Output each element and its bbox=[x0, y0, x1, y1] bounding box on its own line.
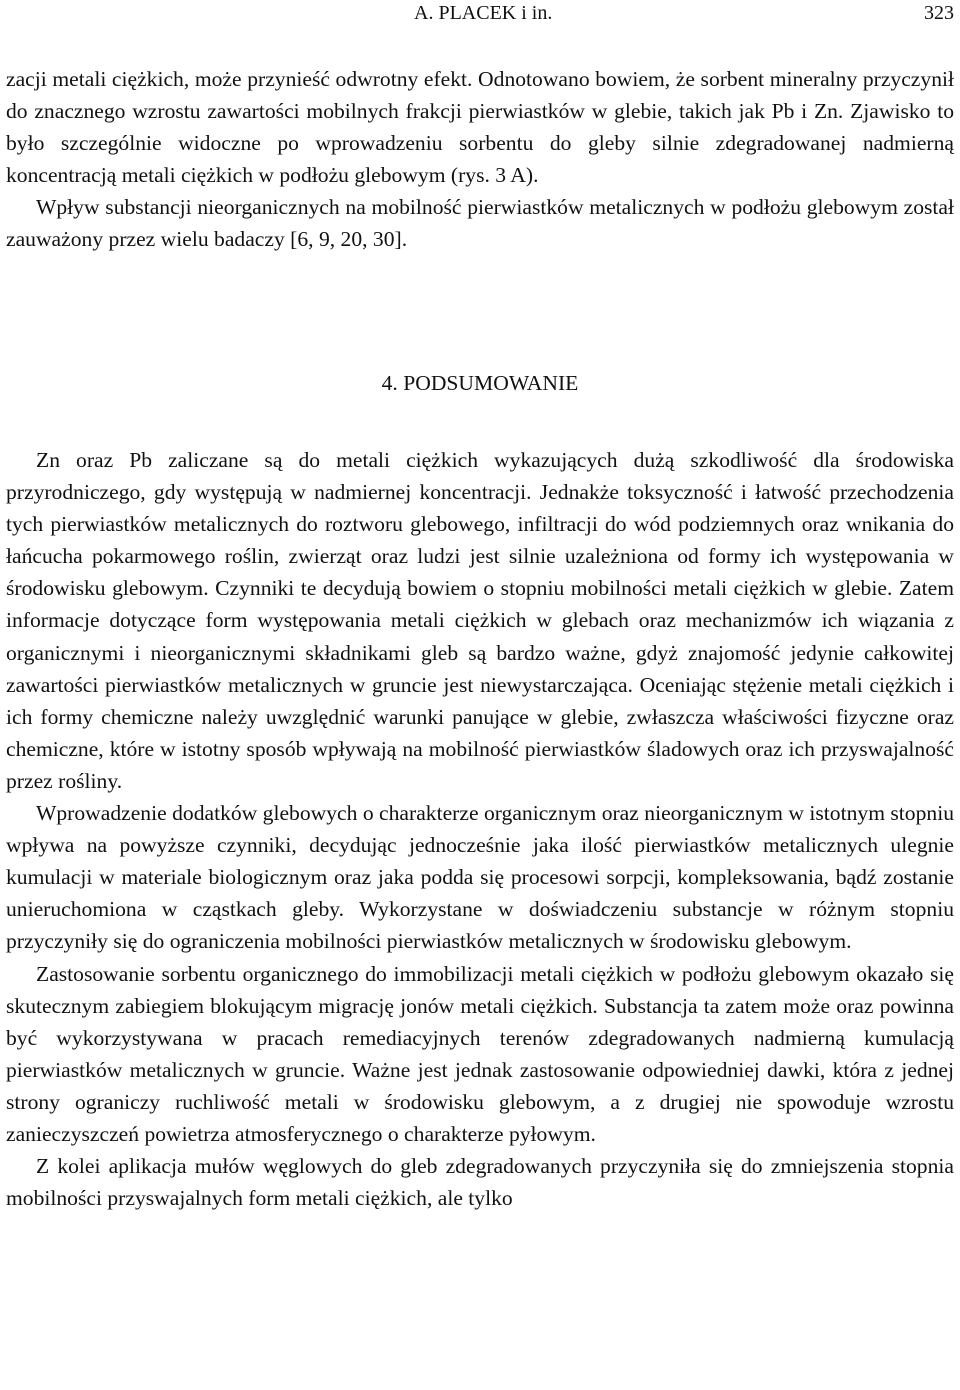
section-heading-summary: 4. PODSUMOWANIE bbox=[381, 371, 579, 395]
page-number: 323 bbox=[924, 2, 954, 24]
body-paragraph: Wpływ substancji nieorganicznych na mobilność pierwiastków metalicznych w podłożu glebowym został zauważony przez wielu badaczy [6, 9, 20, 30]. bbox=[6, 195, 954, 252]
summary-paragraph: Z kolei aplikacja mułów węglowych do gleb zdegradowanych przyczyniła się do zmniejszenia stopnia mobilności przyswajalnych form metali ciężkich, ale tylko bbox=[6, 1154, 954, 1211]
summary-paragraph: Zastosowanie sorbentu organicznego do immobilizacji metali ciężkich w podłożu glebowym okazało się skutecznym zabiegiem blokującym migrację jonów metali ciężkich. Substancja ta zatem może oraz powinna być wykorzystywana w pracach remediacyjnych terenów zdegradowanych nadmierną kumulacją pierwiastków metalicznych w gruncie. Ważne jest jednak zastosowanie odpowiedniej dawki, która z jednej strony ograniczy ruchliwość metali w środowisku glebowym, a z drugiej nie spowoduje wzrostu zanieczyszczeń powietrza atmosferycznego o charakterze pyłowym. bbox=[6, 961, 954, 1146]
running-head-authors: A. PLACEK i in. bbox=[414, 2, 553, 24]
body-paragraph-continued: zacji metali ciężkich, może przynieść odwrotny efekt. Odnotowano bowiem, że sorbent mineralny przyczynił do znacznego wzrostu zawartości mobilnych frakcji pierwiastków w glebie, takich jak Pb i Zn. Zjawisko to było szczególnie widoczne po wprowadzeniu sorbentu do gleby silnie zdegradowanej nadmierną koncentracją metali ciężkich w podłożu glebowym (rys. 3 A). bbox=[6, 67, 954, 188]
running-header bbox=[6, 2, 954, 28]
summary-paragraph: Zn oraz Pb zaliczane są do metali ciężkich wykazujących dużą szkodliwość dla środowiska przyrodniczego, gdy występują w nadmiernej koncentracji. Jednakże toksyczność i łatwość przechodzenia tych pierwiastków metalicznych do roztworu glebowego, infiltracji do wód podziemnych oraz wnikania do łańcucha pokarmowego roślin, zwierząt oraz ludzi jest silnie uzależniona od formy ich występowania w środowisku glebowym. Czynniki te decydują bowiem o stopniu mobilności metali ciężkich w glebie. Zatem informacje dotyczące form występowania metali ciężkich w glebach oraz mechanizmów ich wiązania z organicznymi i nieorganicznymi składnikami gleb są bardzo ważne, gdyż znajomość jedynie całkowitej zawartości pierwiastków metalicznych w gruncie jest niewystarczająca. Oceniając stężenie metali ciężkich i ich formy chemiczne należy uwzględnić warunki panujące w glebie, zwłaszcza właściwości fizyczne oraz chemiczne, które w istotny sposób wpływają na mobilność pierwiastków śladowych oraz ich przyswajalność przez rośliny. bbox=[6, 448, 954, 793]
summary-paragraph: Wprowadzenie dodatków glebowych o charakterze organicznym oraz nieorganicznym w istotnym stopniu wpływa na powyższe czynniki, decydując jednocześnie jaka ilość pierwiastków metalicznych ulegnie kumulacji w materiale biologicznym oraz jaka podda się procesowi sorpcji, kompleksowania, bądź zostanie unieruchomiona w cząstkach gleby. Wykorzystane w doświadczeniu substancje w różnym stopniu przyczyniły się do ograniczenia mobilności pierwiastków metalicznych w środowisku glebowym. bbox=[6, 801, 954, 954]
summary-text-block bbox=[6, 444, 954, 1214]
text-block-before-summary bbox=[6, 63, 954, 256]
